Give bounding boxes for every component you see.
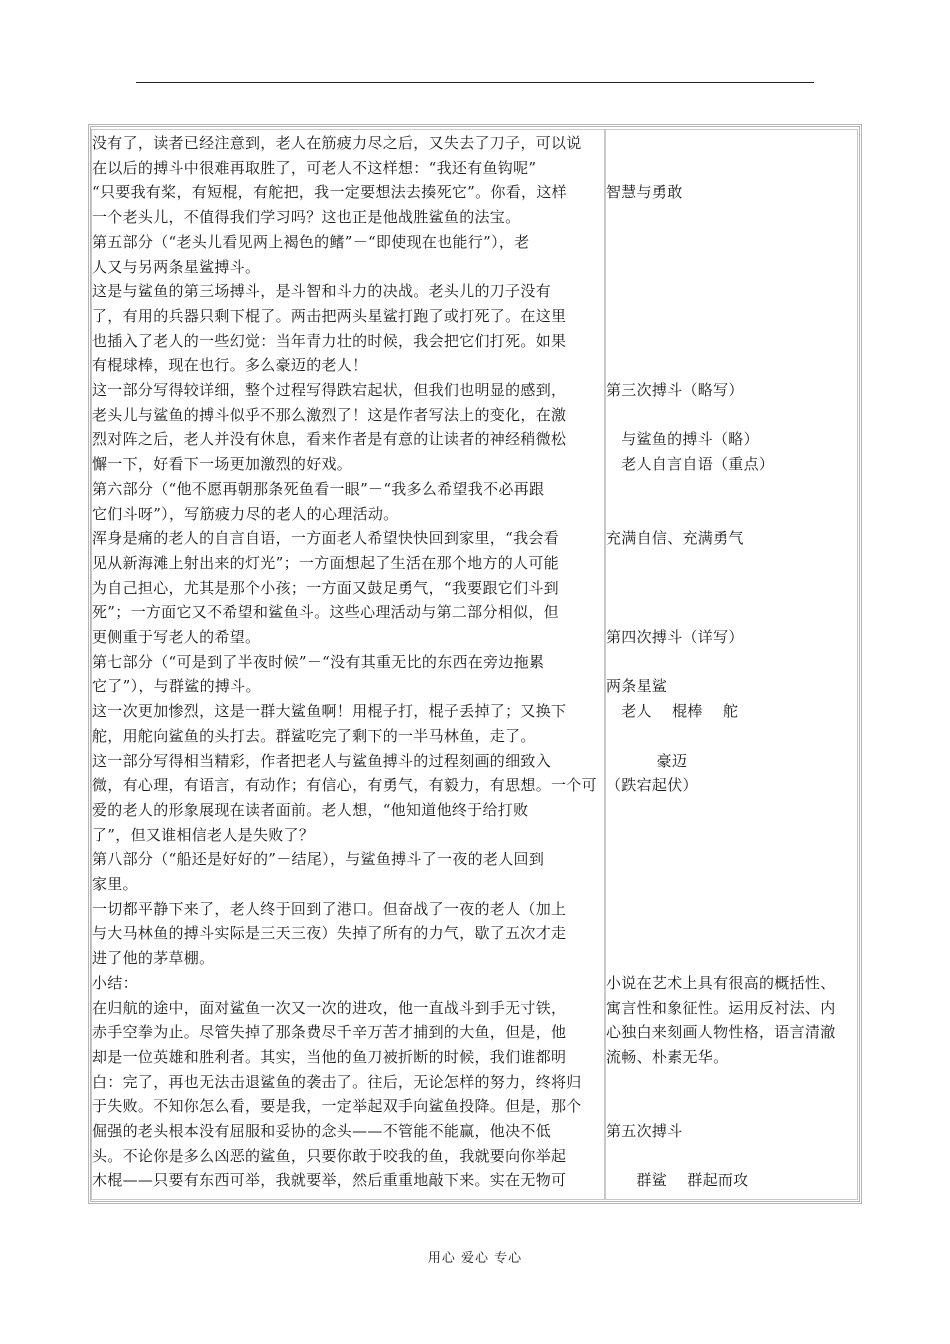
text-line: 老头儿与鲨鱼的搏斗似乎不那么激烈了！这是作者写法上的变化，在激 (92, 405, 567, 424)
page-footer: 用心 爱心 专心 (427, 1251, 523, 1266)
text-line: 为自己担心，尤其是那个小孩；一方面又鼓足勇气，“我要跟它们斗到 (92, 578, 559, 597)
text-line: 这一部分写得较详细，整个过程写得跌宕起状，但我们也明显的感到， (92, 381, 567, 399)
text-line: 却是一位英雄和胜利者。其实，当他的鱼刀被折断的时候，我们谁都明 (92, 1047, 567, 1066)
text-line: 见从新海滩上射出来的灯光”；一方面想起了生活在那个地方的人可能 (92, 553, 559, 572)
text-line: 烈对阵之后，老人并没有休息，看来作者是有意的让读者的神经稍微松 (92, 430, 567, 449)
note-line: 第三次搏斗（略写） (606, 381, 744, 399)
note-line: 第五次搏斗 (606, 1122, 683, 1140)
text-line: 进了他的茅草棚。 (92, 949, 215, 968)
text-line: 这一部分写得相当精彩，作者把老人与鲨鱼搏斗的过程刻画的细致入 (92, 751, 552, 770)
text-line: 与大马林鱼的搏斗实际是三天三夜）失掉了所有的力气，歇了五次才走 (92, 924, 567, 943)
text-line: 人又与另两条星鲨搏斗。 (92, 257, 261, 276)
text-line: 也插入了老人的一些幻觉：当年青力壮的时候，我会把它们打死。如果 (92, 331, 567, 350)
text-line: 了”，但又谁相信老人是失败了？ (92, 825, 315, 844)
note-line: 智慧与勇敢 (606, 183, 683, 202)
note-line: 群鲨 群起而攻 (606, 1171, 749, 1190)
text-line: 一个老头儿，不值得我们学习吗？这也正是他战胜鲨鱼的法宝。 (92, 208, 521, 227)
text-line: 家里。 (92, 875, 138, 893)
text-line: 倔强的老头根本没有屈服和妥协的念头——不管能不能赢，他决不低 (92, 1122, 552, 1140)
text-line: 在以后的搏斗中很难再取胜了，可老人不这样想：“我还有鱼钩呢” (92, 158, 537, 177)
text-line: 小结： (92, 973, 138, 992)
text-line: 它了”），与群鲨的搏斗。 (92, 677, 261, 696)
text-line: 这是与鲨鱼的第三场搏斗，是斗智和斗力的决战。老头儿的刀子没有 (92, 282, 552, 301)
text-line: “只要我有桨，有短棍，有舵把，我一定要想法去揍死它”。你看，这样 (92, 183, 567, 202)
note-line: 老人自言自语（重点） (606, 455, 775, 474)
note-line: 流畅、朴素无华。 (606, 1047, 729, 1066)
text-line: 这一次更加惨烈，这是一群大鲨鱼啊！用棍子打，棍子丢掉了；又换下 (92, 702, 567, 721)
header-rule (136, 82, 814, 83)
text-line: 没有了，读者已经注意到，老人在筋疲力尽之后，又失去了刀子，可以说 (92, 134, 582, 152)
text-line: 白：完了，再也无法击退鲨鱼的袭击了。往后，无论怎样的努力，终将归 (92, 1072, 582, 1091)
text-line: 它们斗呀”），写筋疲力尽的老人的心理活动。 (92, 504, 399, 523)
note-line: 两条星鲨 (606, 677, 668, 696)
note-line: 充满自信、充满勇气 (606, 529, 744, 548)
note-line: 老人 棍棒 舵 (606, 702, 739, 721)
text-line: 舵，用舵向鲨鱼的头打去。群鲨吃完了剩下的一半马林鱼，走了。 (92, 726, 536, 745)
notes-cell (604, 129, 858, 1200)
text-line: 死”；一方面它又不希望和鲨鱼斗。这些心理活动与第二部分相似，但 (92, 603, 559, 622)
analysis-text-cell (91, 129, 606, 1200)
text-line: 第五部分（“老头儿看见两上褐色的鳍”－“即使现在也能行”），老 (92, 232, 530, 251)
text-line: 第六部分（“他不愿再朝那条死鱼看一眼”－“我多么希望我不必再跟 (92, 479, 545, 498)
note-line: 心独白来刻画人物性格，语言清澈 (606, 1023, 836, 1042)
text-line: 木棍——只要有东西可举，我就要举，然后重重地敲下来。实在无物可 (92, 1171, 567, 1190)
note-line: 与鲨鱼的搏斗（略） (606, 430, 759, 449)
text-line: 在归航的途中，面对鲨鱼一次又一次的进攻，他一直战斗到手无寸铁， (92, 998, 567, 1017)
text-line: 浑身是痛的老人的自言自语，一方面老人希望快快回到家里，“我会看 (92, 529, 559, 548)
text-line: 一切都平静下来了，老人终于回到了港口。但奋战了一夜的老人（加上 (92, 899, 567, 918)
note-line: 豪迈 (606, 751, 688, 770)
text-line: 第七部分（“可是到了半夜时候”－“没有其重无比的东西在旁边拖累 (92, 652, 545, 671)
note-line: 寓言性和象征性。运用反衬法、内 (606, 998, 836, 1017)
text-line: 爱的老人的形象展现在读者面前。老人想，“他知道他终于给打败 (92, 800, 529, 819)
text-line: 第八部分（“船还是好好的”－结尾），与鲨鱼搏斗了一夜的老人回到 (92, 850, 545, 869)
note-line: （跌宕起伏） (606, 776, 698, 795)
note-line: 第四次搏斗（详写） (606, 628, 744, 646)
note-line: 小说在艺术上具有很高的概括性、 (606, 973, 836, 992)
text-line: 于失败。不知你怎么看，要是我，一定举起双手向鲨鱼投降。但是，那个 (92, 1097, 582, 1116)
text-line: 赤手空拳为止。尽管失掉了那条费尽千辛万苦才捕到的大鱼，但是，他 (92, 1023, 567, 1042)
text-line: 更侧重于写老人的希望。 (92, 628, 261, 646)
text-line: 有棍球棒，现在也行。多么豪迈的老人！ (92, 356, 368, 375)
text-line: 微，有心理，有语言，有动作；有信心，有勇气，有毅力，有思想。一个可 (92, 776, 597, 795)
text-line: 了，有用的兵器只剩下棍了。两击把两头星鲨打跑了或打死了。在这里 (92, 306, 567, 325)
text-line: 头。不论你是多么凶恶的鲨鱼，只要你敢于咬我的鱼，我就要向你举起 (92, 1146, 567, 1165)
text-line: 懈一下，好看下一场更加激烈的好戏。 (92, 455, 353, 474)
